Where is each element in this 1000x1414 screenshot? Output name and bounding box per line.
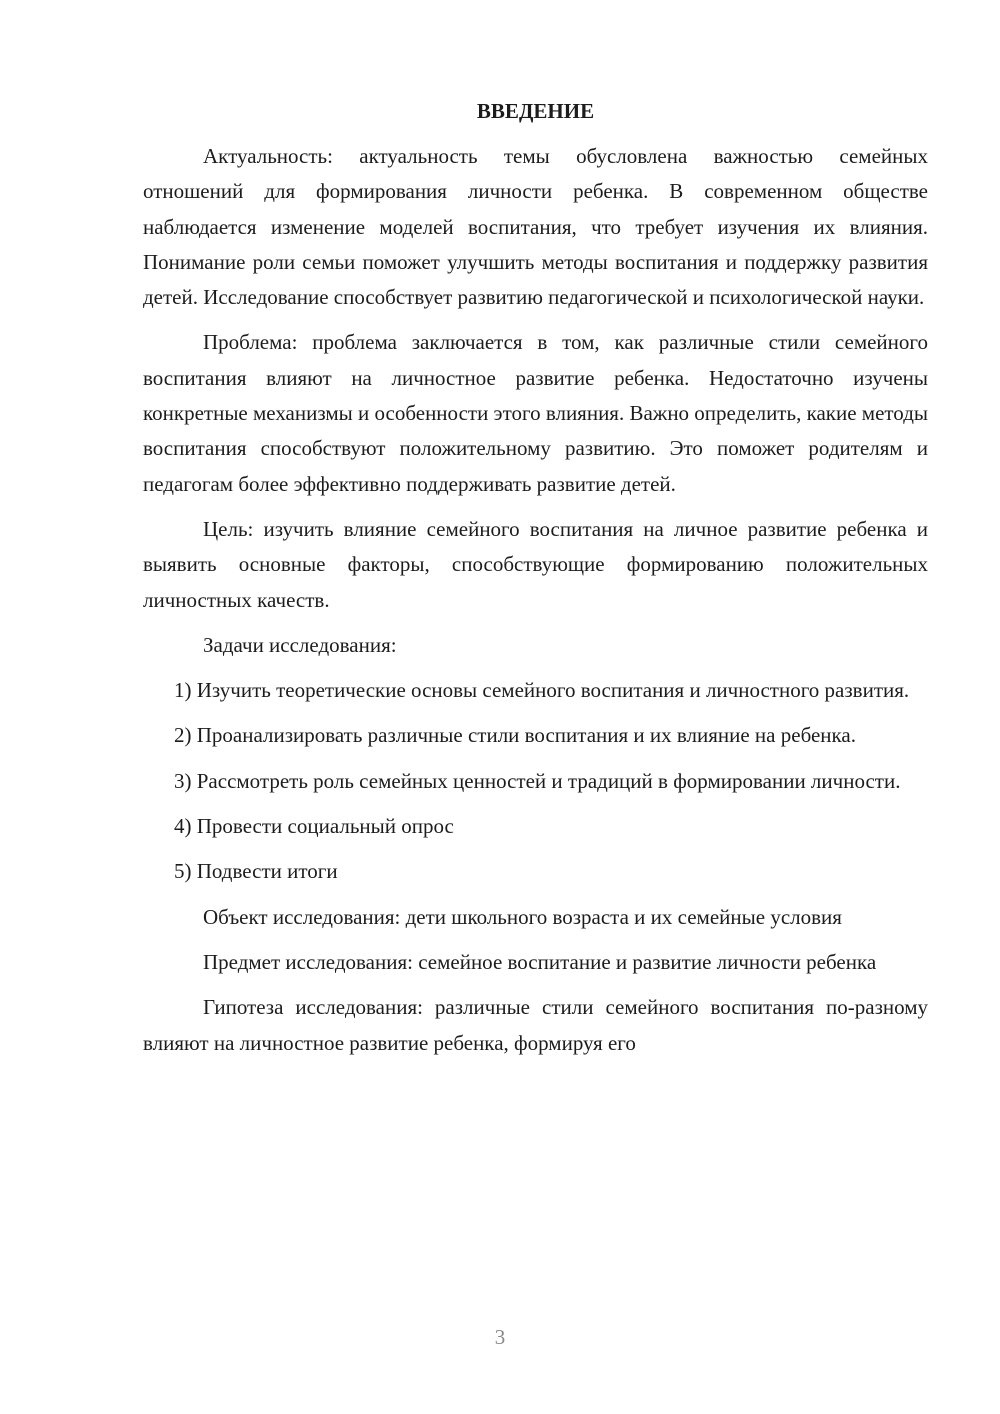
task-item-4: 4) Провести социальный опрос (174, 814, 454, 839)
paragraph-problem: Проблема: проблема заключается в том, как различные стили семейного воспитания влияют на личностное развитие ребенка. Недостаточно изучены конкретные механизмы и особенности этого влияния. Важно определить, какие методы воспитания способствуют положительному развитию. Это поможет родителям и педагогам более эффективно поддерживать развитие детей. (143, 330, 928, 496)
document-page (143, 94, 928, 1071)
task-item-3: 3) Рассмотреть роль семейных ценностей и традиций в формировании личности. (174, 768, 901, 793)
paragraph-hypothesis: Гипотеза исследования: различные стили семейного воспитания по-разному влияют на личностное развитие ребенка, формируя его (143, 995, 928, 1055)
paragraph-relevance: Актуальность: актуальность темы обусловлена важностью семейных отношений для формирования личности ребенка. В современном обществе наблюдается изменение моделей воспитания, что требует изучения их влияния. Понимание роли семьи поможет улучшить методы воспитания и поддержку развития детей. Исследование способствует развитию педагогической и психологической науки. (143, 144, 928, 310)
paragraph-object: Объект исследования: дети школьного возраста и их семейные условия (203, 904, 842, 929)
task-item-5: 5) Подвести итоги (174, 859, 338, 884)
page-number: 3 (494, 1325, 506, 1349)
paragraph-subject: Предмет исследования: семейное воспитание и развитие личности ребенка (203, 949, 877, 974)
task-item-1: 1) Изучить теоретические основы семейного воспитания и личностного развития. (174, 678, 910, 703)
task-item-2: 2) Проанализировать различные стили воспитания и их влияние на ребенка. (174, 723, 856, 748)
paragraph-tasks-heading: Задачи исследования: (203, 632, 397, 657)
section-title: ВВЕДЕНИЕ (476, 99, 595, 123)
paragraph-goal: Цель: изучить влияние семейного воспитания на личное развитие ребенка и выявить основные факторы, способствующие формированию положительных личностных качеств. (143, 516, 928, 612)
